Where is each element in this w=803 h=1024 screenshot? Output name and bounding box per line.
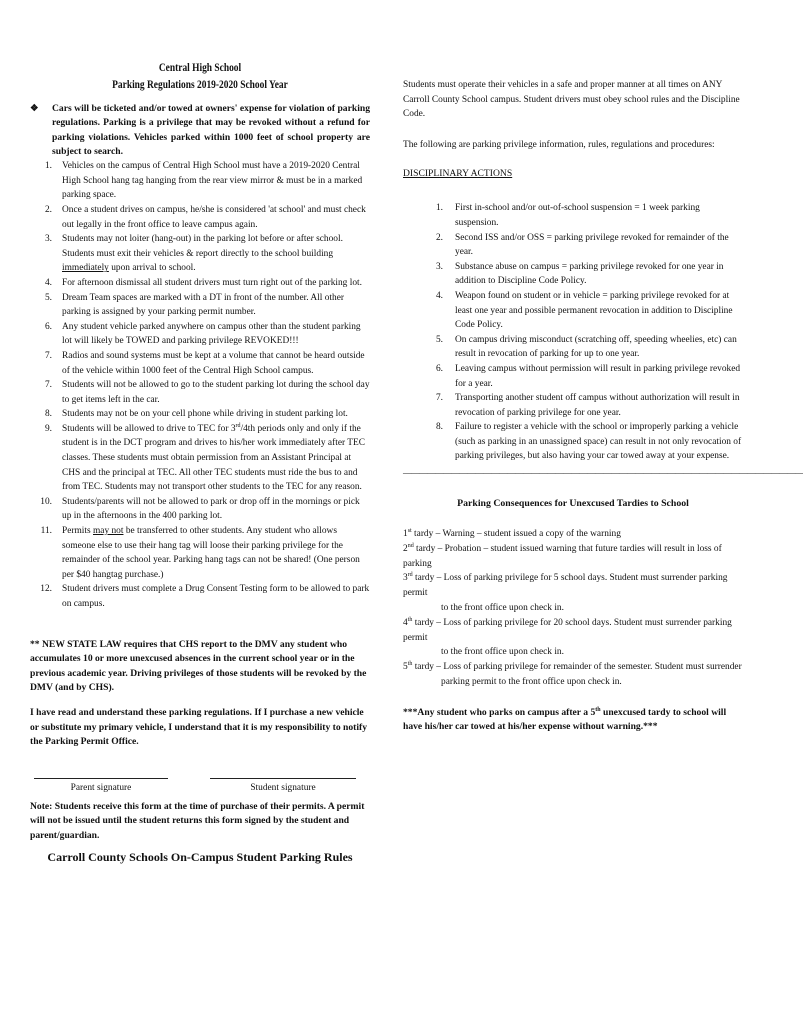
parent-signature-label: Parent signature	[70, 782, 132, 793]
list-item: 1st tardy – Warning – student issued a copy of the warning	[403, 527, 621, 540]
list-item: 4. For afternoon dismissal all student drivers must turn right out of the parking lot.	[44, 277, 362, 288]
school-title: Central High School	[158, 62, 242, 74]
separator-line: ——————————————————————————————————————————————————	[403, 468, 803, 479]
list-item: 3. Students may not loiter (hang-out) in the parking lot before or after school. Students must exit their vehicles & report directly to the school building immediately upon arrival to school.	[44, 234, 343, 274]
regulations-title: Parking Regulations 2019-2020 School Year	[112, 79, 288, 91]
permit-note: Note: Students receive this form at the time of purchase of their permits. A permit will not be issued until the student returns this form signed by the student and parent/guardian.	[30, 800, 365, 841]
list-item: 2. Second ISS and/or OSS = parking privilege revoked for remainder of the year.	[435, 232, 729, 258]
list-item: 7. Transporting another student off campus without authorization will result in revocation of parking privilege for one year.	[435, 393, 740, 418]
list-item: 4th tardy – Loss of parking privilege for 20 school days. Student must surrender parking permit to the front office upon check in.	[403, 616, 732, 658]
tow-warning: ***Any student who parks on campus after a 5th unexcused tardy to school will have his/her car towed at his/her expense without warning.***	[403, 706, 727, 733]
diamond-bullet-icon: ❖	[30, 104, 39, 114]
disciplinary-list	[403, 201, 743, 464]
list-item: 5. Dream Team spaces are marked with a DT in front of the number. All other parking is assigned by your parking permit number.	[44, 292, 344, 318]
right-column	[403, 78, 803, 735]
student-signature-label: Student signature	[250, 782, 316, 793]
cars-warning-text: Cars will be ticketed and/or towed at owners' expense for violation of parking regulations. Parking is a privilege that may be revoked without a refund for parking violations. Vehicles parked within 1000 feet of school property are subject to search.	[52, 103, 370, 157]
list-item: 8. Failure to register a vehicle with the school or improperly parking a vehicle (such as parking in an unassigned space) can result in not only revocation of parking privileges, but also having your car towed away at your expense.	[435, 422, 742, 462]
list-item: 6. Any student vehicle parked anywhere on campus other than the student parking lot will likely be TOWED and parking privilege REVOKED!!!	[44, 321, 361, 347]
list-item: 5. On campus driving misconduct (scratching off, speeding wheelies, etc) can result in revocation of parking for up to one year.	[435, 334, 737, 360]
list-item: 2nd tardy – Probation – student issued warning that future tardies will result in loss of parking	[403, 542, 722, 569]
disciplinary-heading: DISCIPLINARY ACTIONS	[403, 168, 513, 180]
tardy-list	[403, 527, 743, 690]
list-item: 3. Substance abuse on campus = parking privilege revoked for one year in addition to Discipline Code Policy.	[435, 261, 724, 287]
list-item: 10. Students/parents will not be allowed to park or drop off in the mornings or pick up in the afternoons in the 400 parking lot.	[40, 496, 360, 522]
list-item: 4. Weapon found on student or in vehicle = parking privilege revoked for at least one year and possible permanent revocation in addition to Discipline Code Policy.	[435, 290, 733, 331]
list-item: 3rd tardy – Loss of parking privilege for 5 school days. Student must surrender parking permit to the front office upon check in.	[403, 572, 728, 614]
tardy-consequences-title: Parking Consequences for Unexcused Tardies to School	[457, 498, 689, 510]
list-item: 2. Once a student drives on campus, he/she is considered 'at school' and must check out legally in the front office to leave campus again.	[44, 204, 366, 230]
intro-paragraph: Students must operate their vehicles in a safe and proper manner at all times on ANY Carroll County School campus. Student drivers must obey school rules and the Discipline Code.	[403, 80, 740, 120]
parent-signature-line[interactable]	[34, 778, 168, 779]
list-item: 7. Radios and sound systems must be kept at a volume that cannot be heard outside of the vehicle within 1000 feet of the Central High School campus.	[44, 350, 365, 376]
list-item: 5th tardy – Loss of parking privilege for remainder of the semester. Student must surrender parking permit to the front office upon check in.	[403, 661, 742, 688]
list-item: 11. Permits may not be transferred to other students. Any student who allows someone else to use their hang tag will loose their parking privilege for the remainder of the school year. Parking hang tags can not be shared! (One person per $40 hangtag purchase.)	[40, 526, 360, 580]
list-item: 1. Vehicles on the campus of Central High School must have a 2019-2020 Central High School hang tag hanging from the rear view mirror & must be in a marked parking space.	[44, 161, 363, 201]
rules-list	[30, 159, 370, 611]
cars-warning	[30, 102, 370, 159]
list-item: 7. Students will not be allowed to go to the student parking lot during the school day to get items left in the car.	[44, 380, 370, 405]
list-item: 9. Students will be allowed to drive to TEC for 3rd/4th periods only and only if the student is in the DCT program and drives to his/her work immediately after TEC classes. These students must obtain permission from an Assistant Principal at CHS and the principal at TEC. All other TEC students must ride the bus to and from TEC. Students may not transport other students to the TEC for any reason.	[44, 422, 365, 493]
acknowledgement: I have read and understand these parking regulations. If I purchase a new vehicle or substitute my primary vehicle, I understand that it is my responsibility to notify the Parking Permit Office.	[30, 706, 368, 748]
following-paragraph: The following are parking privilege information, rules, regulations and procedures:	[403, 139, 715, 150]
signature-row	[30, 778, 370, 808]
list-item: 8. Students may not be on your cell phone while driving in student parking lot.	[44, 409, 348, 420]
list-item: 6. Leaving campus without permission will result in parking privilege revoked for a year.	[435, 363, 741, 389]
list-item: 12. Student drivers must complete a Drug Consent Testing form to be allowed to park on campus.	[40, 584, 370, 609]
list-item: 1. First in-school and/or out-of-school suspension = 1 week parking suspension.	[435, 203, 700, 228]
state-law-notice: ** NEW STATE LAW requires that CHS report to the DMV any student who accumulates 10 or more unexcused absences in the current school year or in the previous academic year. Driving privileges of those students will be revoked by the DMV (and by CHS).	[30, 638, 367, 694]
left-column	[30, 60, 370, 865]
student-signature-line[interactable]	[210, 778, 356, 779]
footer-title: Carroll County Schools On-Campus Student Parking Rules	[47, 849, 353, 864]
